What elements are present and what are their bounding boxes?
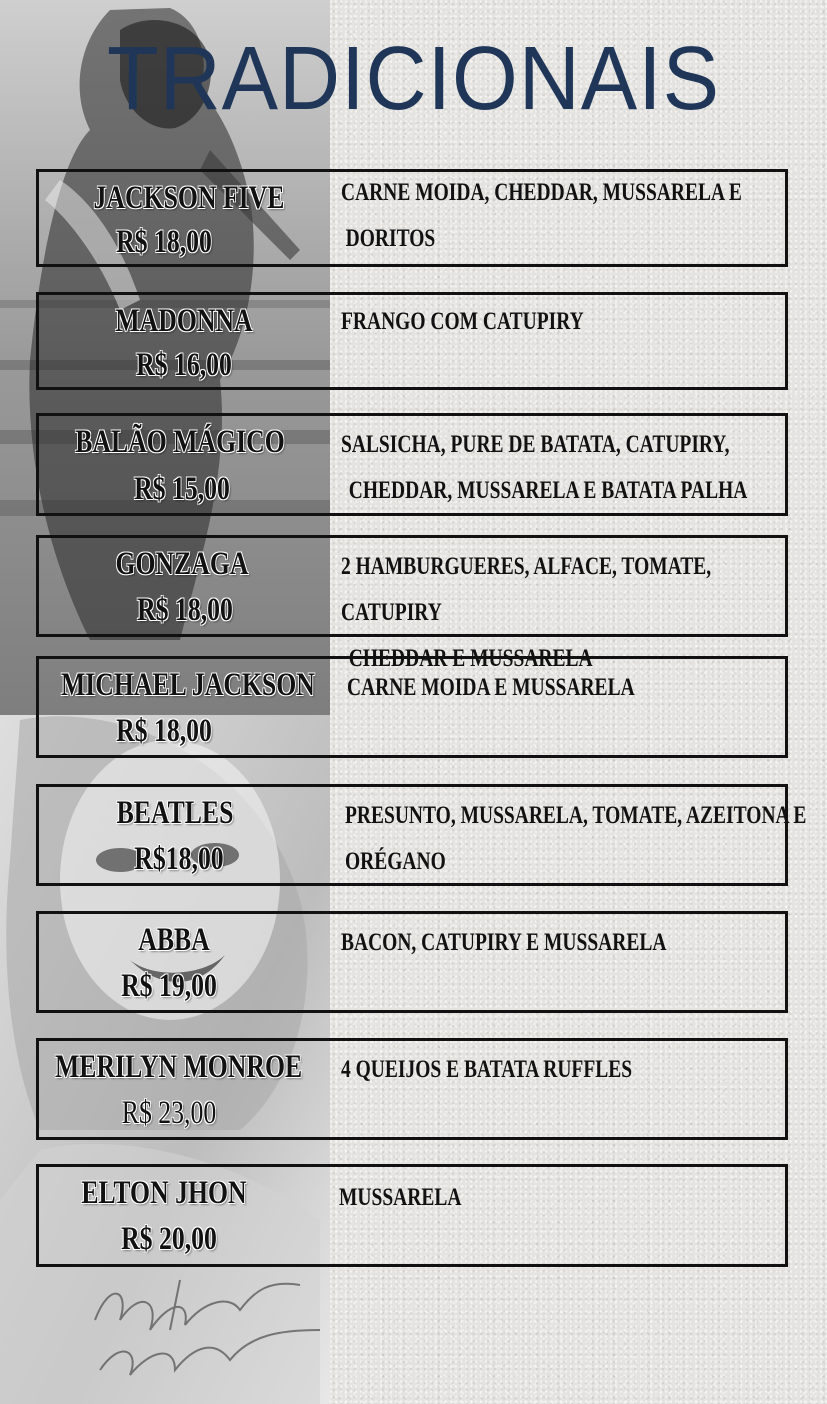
item-description [341,299,809,345]
description-line: CHEDDAR E MUSSARELA [348,645,593,672]
description-line: DORITOS [345,225,436,252]
item-price: R$ 16,00 [136,347,232,383]
item-name: MERILYN MONROE [55,1049,303,1085]
description-line: BACON, CATUPIRY E MUSSARELA [341,929,667,956]
item-name: ABBA [138,922,210,958]
menu-item-merilyn-monroe[interactable] [36,1038,788,1140]
item-description [341,422,809,514]
description-line: 2 HAMBURGUERES, ALFACE, TOMATE, CATUPIRY [341,553,712,626]
item-price: R$ 23,00 [121,1095,217,1131]
description-line: FRANGO COM CATUPIRY [341,308,584,335]
item-name: BEATLES [116,795,234,831]
menu-item-beatles[interactable] [36,784,807,886]
description-line: SALSICHA, PURE DE BATATA, CATUPIRY, [341,431,730,458]
item-description [347,665,815,711]
item-price: R$ 18,00 [137,592,233,628]
description-line: ORÉGANO [345,848,446,875]
description-line: PRESUNTO, MUSSARELA, TOMATE, AZEITONA E [345,802,807,829]
item-name: MADONNA [115,303,253,339]
item-name: MICHAEL JACKSON [61,667,315,703]
description-line: CARNE MOIDA, CHEDDAR, MUSSARELA E [341,179,742,206]
description-line: CARNE MOIDA E MUSSARELA [347,674,635,701]
menu-item-gonzaga[interactable] [36,535,788,672]
item-description [341,920,809,966]
item-name: BALÃO MÁGICO [75,424,285,460]
description-line: CHEDDAR, MUSSARELA E BATATA PALHA [348,477,748,504]
item-price: R$ 18,00 [116,224,212,260]
menu-item-madonna[interactable] [36,292,788,390]
item-description [339,1175,807,1221]
menu-item-elton-jhon[interactable] [36,1164,788,1267]
item-price: R$ 19,00 [121,968,217,1004]
page-title: TRADICIONAIS [107,29,720,129]
item-name: GONZAGA [115,546,249,582]
item-price: R$ 20,00 [121,1221,217,1257]
menu-item-michael-jackson[interactable] [36,656,788,758]
item-price: R$ 15,00 [134,471,230,507]
menu-item-balao-magico[interactable] [36,413,788,516]
description-line: MUSSARELA [339,1184,462,1211]
item-price: R$18,00 [134,841,224,877]
description-line: 4 QUEIJOS E BATATA RUFFLES [341,1056,633,1083]
menu-item-abba[interactable] [36,911,788,1013]
item-name: JACKSON FIVE [93,180,285,216]
item-description [345,793,813,885]
item-price: R$ 18,00 [116,713,212,749]
item-description [341,170,809,262]
item-name: ELTON JHON [81,1175,247,1211]
item-description [341,1047,809,1093]
menu-item-jackson-five[interactable] [36,169,788,267]
